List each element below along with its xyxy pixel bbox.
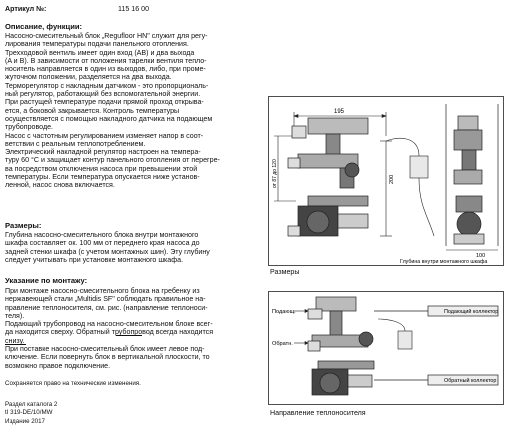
catalog-section: Раздел каталога 2 — [5, 401, 58, 408]
sizes-line: следует учитывать при установке монтажного шкафа. — [5, 255, 183, 264]
mounting-line: нержавеющей стали „Multidis SF" соблюдать правильное на- — [5, 295, 206, 304]
description-line: ва посредством отключения насоса при превышении этой — [5, 164, 198, 173]
underline-mark — [5, 344, 26, 345]
description-line: ный регулятор, работающий без вспомогательной энергии. — [5, 90, 201, 99]
mounting-line: При монтаже насосно-смесительного блока на гребенку из — [5, 287, 200, 295]
flow-direction-figure — [268, 291, 504, 405]
mounting-line-text: да находится сверху. Обратный трубопровод всегда находится — [5, 328, 214, 337]
mounting-line: теля). — [5, 311, 25, 320]
description-line: носитель направляется в один из выходов, либо, при проме- — [5, 65, 206, 74]
mounting-line — [5, 337, 213, 345]
doc-code: tI 319-DE/10/MW — [5, 409, 53, 416]
description-line: трубопроводе. — [5, 123, 54, 132]
description-line: жуточном положении, разделяется на два выхода. — [5, 73, 172, 82]
mounting-line-text: снизу. — [5, 336, 25, 345]
article-number: 115 16 00 — [118, 5, 150, 13]
description-line: ветствии с реальным теплопотреблением. — [5, 139, 146, 148]
description-line: лирования температуры подачи панельного отопления. — [5, 40, 189, 49]
description-line: осуществляется с помощью накладного датчика на подающем — [5, 114, 213, 123]
sizes-heading: Размеры: — [5, 221, 42, 230]
description-line: (A и B). В зависимости от положения тарелки вентиля теплo- — [5, 56, 207, 65]
description-line: туру 60 °C и защищает контур панельного отопления от перегре- — [5, 156, 220, 165]
description-line: Терморегулятор с накладным датчиком - это пропорциональ- — [5, 81, 209, 90]
mounting-line — [5, 328, 213, 336]
mounting-heading: Указание по монтажу: — [5, 276, 88, 285]
sizes-line: Глубина насосно-смесительного блока внутри монтажного — [5, 231, 199, 239]
fig2-caption: Направление теплоносителя — [270, 409, 366, 417]
supply-label: Подающ. — [272, 309, 296, 315]
description-heading: Описание, функции: — [5, 22, 83, 31]
dim-top-label: 195 — [334, 109, 345, 115]
sizes-body — [5, 231, 210, 264]
description-line: ется, а боковой закрывается. Контроль температуры — [5, 106, 180, 115]
dimensions-figure — [268, 96, 504, 266]
dim-mid-label: 200 — [389, 174, 395, 184]
mounting-line: возможно правое подключение. — [5, 361, 111, 370]
description-line: температуры. Если температура опускается ниже установ- — [5, 173, 200, 182]
fig1-caption: Размеры — [270, 268, 300, 276]
article-label: Артикул №: — [5, 5, 47, 13]
return-label: Обратн. — [272, 341, 293, 347]
description-line: ленной, насос снова включается. — [5, 181, 115, 190]
supply-manifold-label: Подающий коллектор — [444, 309, 499, 315]
sizes-line: шкафа составляет ок. 100 мм от переднего края насоса до — [5, 239, 200, 248]
mounting-line: Подающий трубопровод на насосно-смесительном блоке всег- — [5, 320, 213, 329]
mounting-line: правление теплоносителя, см. рис. (направление теплоноси- — [5, 303, 208, 312]
mounting-body — [5, 287, 213, 370]
description-line: Электрический накладной регулятор настроен на темпера- — [5, 148, 201, 157]
description-line: Насосно-смесительный блок „Regufloor HN" служит для регу- — [5, 32, 208, 40]
mounting-line: При поставке насосно-смесительный блок имеет левое под- — [5, 345, 205, 354]
mounting-line: ключение. Если повернуть блок в вертикальной плоскости, то — [5, 353, 210, 362]
description-body — [5, 32, 220, 190]
description-line: Трехходовой вентиль имеет один вход (AB) и два выхода — [5, 48, 195, 57]
depth-label: Глубина внутри монтажного шкафа — [400, 259, 488, 265]
return-manifold-label: Обратный коллектор — [444, 378, 497, 384]
edition: Издание 2017 — [5, 418, 45, 425]
description-line: Насос с частотным регулированием изменяет напор в соот- — [5, 131, 204, 140]
description-line: При растущей температуре подачи прямой проход открыва- — [5, 98, 204, 107]
dim-bottom-label: 100 — [476, 253, 486, 259]
rights-note: Сохраняется право на технические изменения. — [5, 380, 141, 387]
sizes-line: задней стенки шкафа (с учетом монтажных шин). Эту глубину — [5, 247, 210, 256]
dim-left-label: от 87 до 120 — [272, 159, 278, 188]
